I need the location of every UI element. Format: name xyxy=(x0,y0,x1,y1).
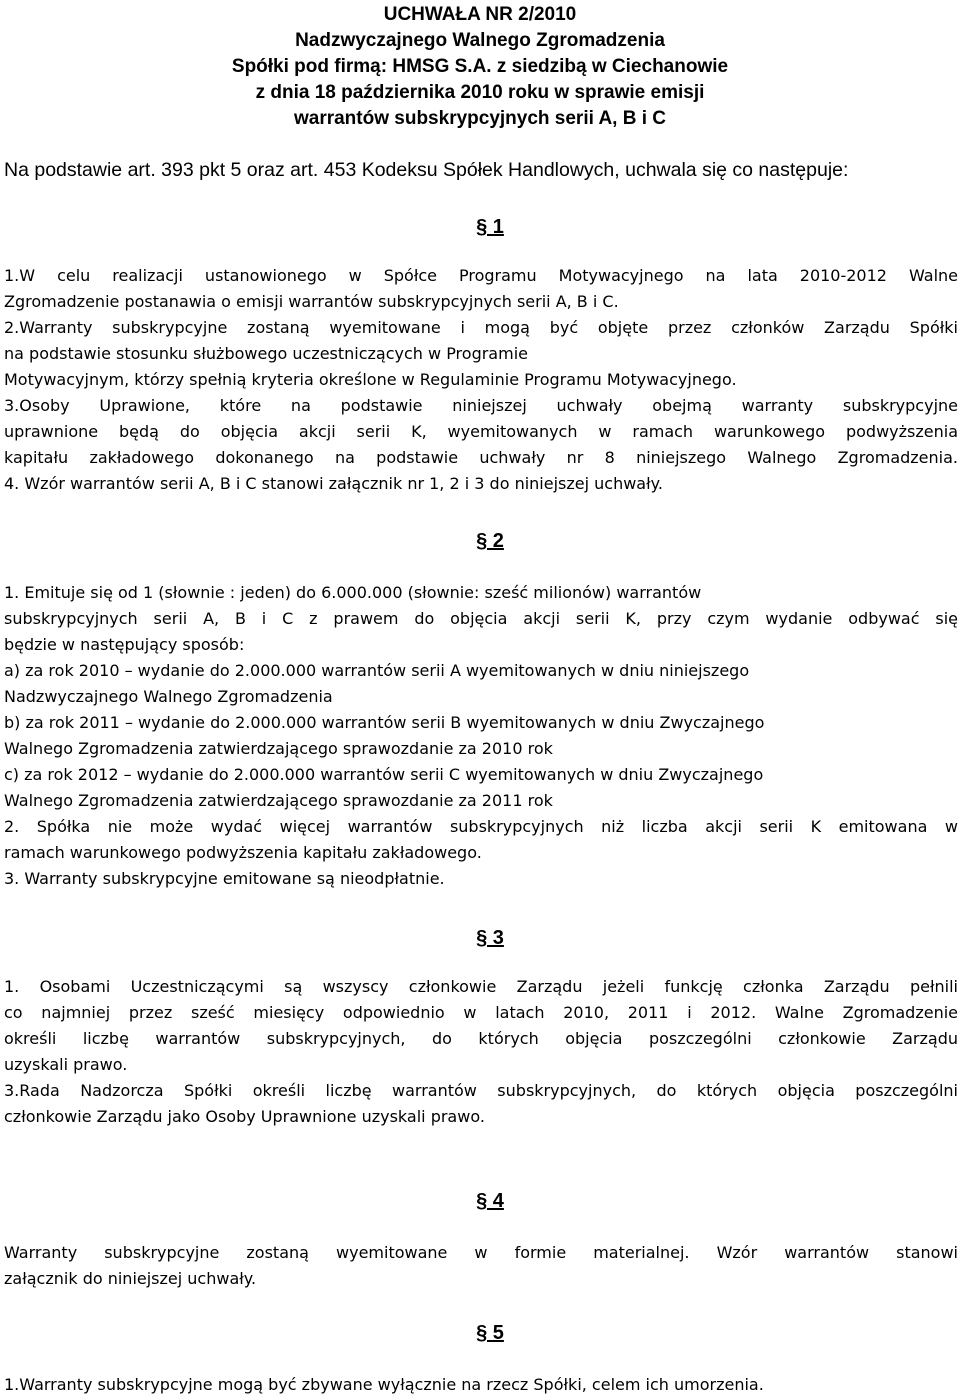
text-line: subskrypcyjnych serii A, B i C z prawem do objęcia akcji serii K, przy czym wydanie odbywać się xyxy=(4,609,958,628)
text-line: na podstawie stosunku służbowego uczestniczących w Programie xyxy=(4,344,528,363)
text-line: Zgromadzenie postanawia o emisji warrantów subskrypcyjnych serii A, B i C. xyxy=(4,292,619,311)
text-line: a) za rok 2010 – wydanie do 2.000.000 warrantów serii A wyemitowanych w dniu niniejszego xyxy=(4,661,750,680)
text-line: co najmniej przez sześć miesięcy odpowiednio w latach 2010, 2011 i 2012. Walne Zgromadzenie xyxy=(4,1003,958,1022)
intro-paragraph: Na podstawie art. 393 pkt 5 oraz art. 453 Kodeksu Spółek Handlowych, uchwala się co następuje: xyxy=(4,159,849,181)
section-heading-2 xyxy=(0,528,960,554)
section-mark: § 5 xyxy=(476,1322,504,1344)
text-line: 2. Spółka nie może wydać więcej warrantów subskrypcyjnych niż liczba akcji serii K emitowana w xyxy=(4,817,958,836)
section-heading-4 xyxy=(0,1188,960,1214)
text-line: uzyskali prawo. xyxy=(4,1055,128,1074)
text-line: 1. Osobami Uczestniczącymi są wszyscy członkowie Zarządu jeżeli funkcję członka Zarządu pełnili xyxy=(4,977,958,996)
section-4-body xyxy=(4,1240,958,1292)
title-line: z dnia 18 października 2010 roku w sprawie emisji xyxy=(255,82,705,103)
text-line: Walnego Zgromadzenia zatwierdzającego sprawozdanie za 2011 rok xyxy=(4,791,553,810)
text-line: ramach warunkowego podwyższenia kapitału zakładowego. xyxy=(4,843,482,862)
section-mark: § 1 xyxy=(476,216,504,238)
resolution-title xyxy=(0,2,960,132)
section-2-body xyxy=(4,580,958,892)
title-line: Nadzwyczajnego Walnego Zgromadzenia xyxy=(295,30,665,51)
title-line: warrantów subskrypcyjnych serii A, B i C xyxy=(293,108,667,129)
text-line: określi liczbę warrantów subskrypcyjnych, do których objęcia poszczególni członkowie Zarządu xyxy=(4,1029,958,1048)
text-line: Nadzwyczajnego Walnego Zgromadzenia xyxy=(4,687,333,706)
text-line: Walnego Zgromadzenia zatwierdzającego sprawozdanie za 2010 rok xyxy=(4,739,553,758)
text-line: 3.Rada Nadzorcza Spółki określi liczbę warrantów subskrypcyjnych, do których objęcia poszczególni xyxy=(4,1081,958,1100)
text-line: 1.W celu realizacji ustanowionego w Spółce Programu Motywacyjnego na lata 2010-2012 Walne xyxy=(4,266,958,285)
text-line: uprawnione będą do objęcia akcji serii K, wyemitowanych w ramach warunkowego podwyższenia xyxy=(4,422,958,441)
title-line: UCHWAŁA NR 2/2010 xyxy=(383,4,577,25)
text-line: b) za rok 2011 – wydanie do 2.000.000 warrantów serii B wyemitowanych w dniu Zwyczajnego xyxy=(4,713,765,732)
text-line: kapitału zakładowego dokonanego na podstawie uchwały nr 8 niniejszego Walnego Zgromadzenia. xyxy=(4,448,958,467)
section-mark: § 4 xyxy=(476,1190,504,1212)
text-line: członkowie Zarządu jako Osoby Uprawnione uzyskali prawo. xyxy=(4,1107,485,1126)
text-line: będzie w następujący sposób: xyxy=(4,635,245,654)
text-line: Warranty subskrypcyjne zostaną wyemitowane w formie materialnej. Wzór warrantów stanowi xyxy=(4,1243,958,1262)
text-line: 3.Osoby Uprawione, które na podstawie niniejszej uchwały obejmą warranty subskrypcyjne xyxy=(4,396,958,415)
text-line: 1. Emituje się od 1 (słownie : jeden) do 6.000.000 (słownie: sześć milionów) warrantów xyxy=(4,583,702,602)
text-line: c) za rok 2012 – wydanie do 2.000.000 warrantów serii C wyemitowanych w dniu Zwyczajnego xyxy=(4,765,764,784)
text-line: załącznik do niniejszej uchwały. xyxy=(4,1269,257,1288)
text-line: 3. Warranty subskrypcyjne emitowane są nieodpłatnie. xyxy=(4,869,445,888)
section-mark: § 2 xyxy=(476,530,504,552)
title-line: Spółki pod firmą: HMSG S.A. z siedzibą w Ciechanowie xyxy=(231,56,729,77)
section-3-body xyxy=(4,974,958,1130)
section-5-body xyxy=(4,1372,958,1398)
section-heading-5 xyxy=(0,1320,960,1346)
section-heading-1 xyxy=(0,214,960,240)
text-line: 4. Wzór warrantów serii A, B i C stanowi załącznik nr 1, 2 i 3 do niniejszej uchwały. xyxy=(4,474,663,493)
section-1-body xyxy=(4,263,958,497)
text-line: 1.Warranty subskrypcyjne mogą być zbywane wyłącznie na rzecz Spółki, celem ich umorzenia. xyxy=(4,1375,764,1394)
text-line: Motywacyjnym, którzy spełnią kryteria określone w Regulaminie Programu Motywacyjnego. xyxy=(4,370,737,389)
text-line: 2.Warranty subskrypcyjne zostaną wyemitowane i mogą być objęte przez członków Zarządu Spółki xyxy=(4,318,958,337)
section-heading-3 xyxy=(0,925,960,951)
section-mark: § 3 xyxy=(476,927,504,949)
